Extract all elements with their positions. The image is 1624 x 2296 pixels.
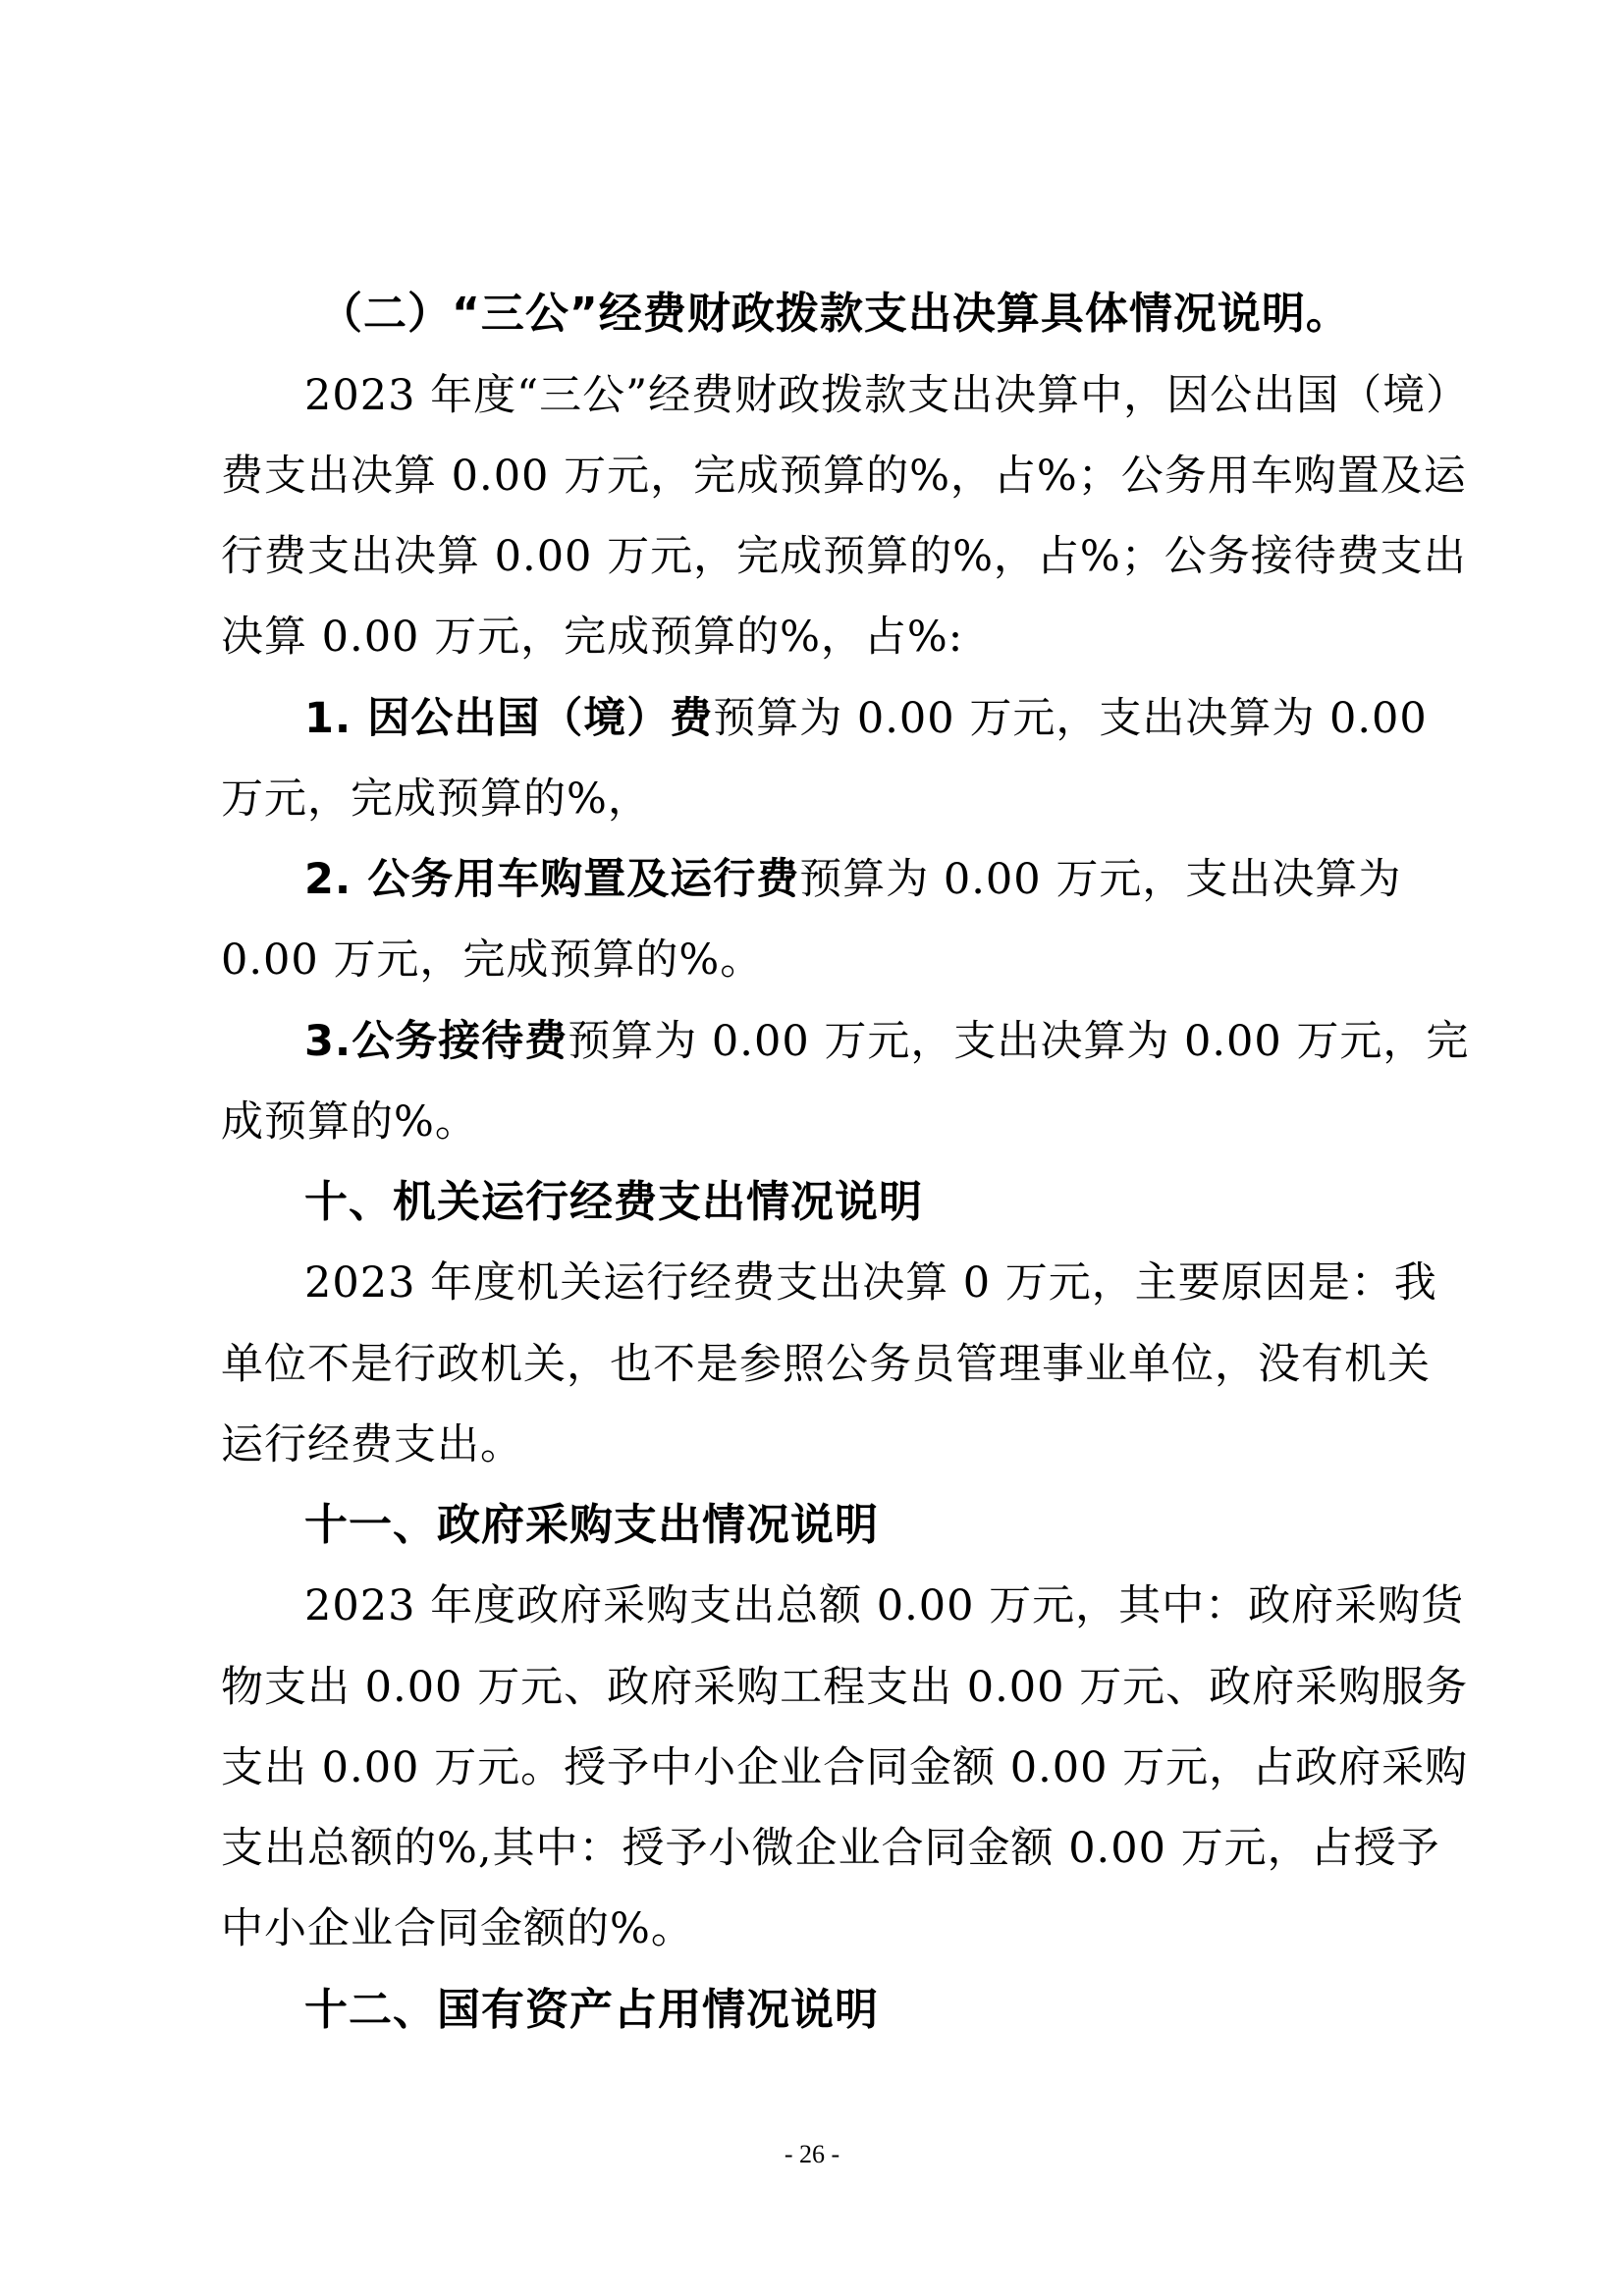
- item-2-line-1: [304, 850, 1512, 909]
- section-10-line-1: 2023 年度机关运行经费支出决算 0 万元，主要原因是：我: [304, 1258, 1437, 1308]
- section-10-line-3: 运行经费支出。: [221, 1420, 523, 1469]
- section-11-title: 十一、政府采购支出情况说明: [304, 1500, 879, 1550]
- item-1-line-1: [304, 689, 1512, 748]
- section-11-line-2: 物支出 0.00 万元、政府采购工程支出 0.00 万元、政府采购服务: [221, 1663, 1469, 1712]
- section-11-line-5: 中小企业合同金额的%。: [221, 1904, 694, 1953]
- item-1-label: 1. 因公出国（境）费: [304, 694, 714, 743]
- paragraph-1-line-1: 2023 年度“三公”经费财政拨款支出决算中，因公出国（境）: [304, 371, 1470, 420]
- section-10-title: 十、机关运行经费支出情况说明: [304, 1177, 923, 1227]
- item-2-label: 2. 公务用车购置及运行费: [304, 855, 800, 904]
- section-11-line-3: 支出 0.00 万元。授予中小企业合同金额 0.00 万元，占政府采购: [221, 1743, 1469, 1792]
- section-11-line-1: 2023 年度政府采购支出总额 0.00 万元，其中：政府采购货: [304, 1581, 1465, 1630]
- page-number: - 26 -: [784, 2140, 840, 2168]
- paragraph-1-line-2: 费支出决算 0.00 万元，完成预算的%，占%；公务用车购置及运: [221, 452, 1467, 501]
- item-1-line-2: 万元，完成预算的%，: [221, 774, 651, 824]
- item-3-text: 预算为 0.00 万元，支出决算为 0.00 万元，完: [568, 1017, 1470, 1066]
- item-2-line-2: 0.00 万元，完成预算的%。: [221, 935, 764, 985]
- item-3-line-2: 成预算的%。: [221, 1097, 478, 1147]
- item-2-text: 预算为 0.00 万元，支出决算为: [799, 855, 1402, 904]
- item-3-label: 3.公务接待费: [304, 1017, 568, 1066]
- section-12-title: 十二、国有资产占用情况说明: [304, 1985, 879, 2035]
- item-3-line-1: [304, 1012, 1512, 1071]
- section-10-line-2: 单位不是行政机关，也不是参照公务员管理事业单位，没有机关: [221, 1340, 1431, 1389]
- paragraph-1-line-3: 行费支出决算 0.00 万元，完成预算的%，占%；公务接待费支出: [221, 532, 1467, 581]
- section-2-title: （二）“三公”经费财政拨款支出决算具体情况说明。: [319, 289, 1350, 339]
- item-1-text: 预算为 0.00 万元，支出决算为 0.00: [713, 694, 1428, 743]
- paragraph-1-line-4: 决算 0.00 万元，完成预算的%，占%:: [221, 613, 964, 662]
- section-11-line-4: 支出总额的%,其中：授予小微企业合同金额 0.00 万元，占授予: [221, 1824, 1440, 1873]
